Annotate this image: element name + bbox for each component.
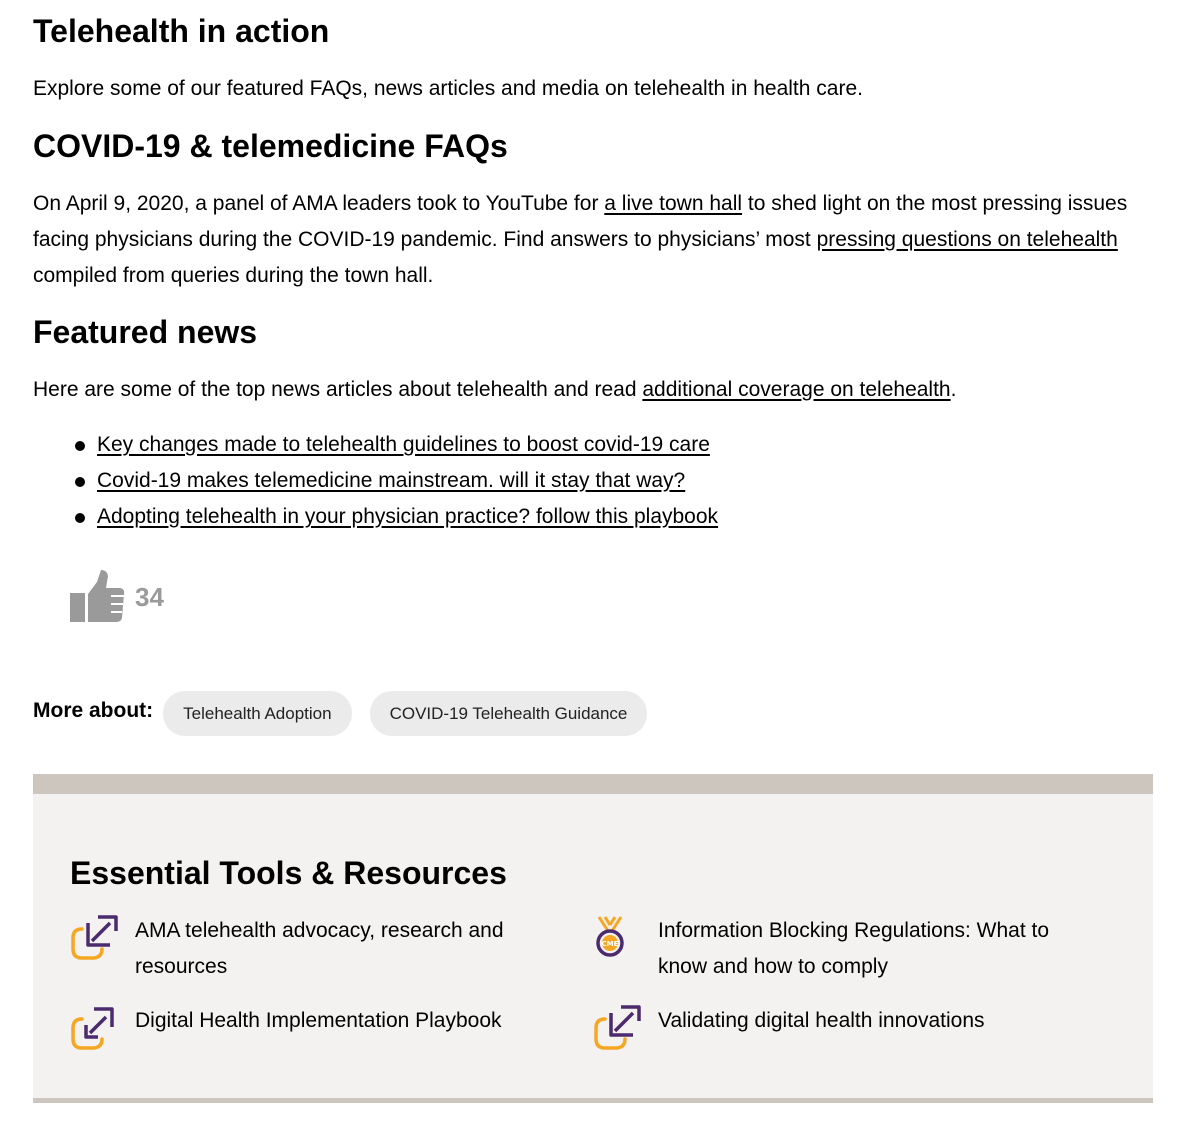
tool-label: AMA telehealth advocacy, research and resources [135,919,504,978]
more-about-label: More about: [33,698,154,722]
intro-paragraph: Explore some of our featured FAQs, news articles and media on telehealth in health care. [33,77,863,100]
section-heading-featured-news: Featured news [33,314,258,350]
covid-paragraph [33,186,1153,294]
section-heading-telehealth: Telehealth in action [33,13,330,49]
section-heading-covid-faqs: COVID-19 & telemedicine FAQs [33,128,508,164]
news-link[interactable]: Key changes made to telehealth guidelines to boost covid-19 care [97,433,710,456]
news-text-1: Here are some of the top news articles about telehealth and read [33,378,643,401]
more-about [33,691,665,736]
tool-label: Validating digital health innovations [658,1009,985,1032]
tools-heading: Essential Tools & Resources [70,855,507,891]
tool-telehealth-advocacy[interactable] [68,913,538,985]
tag-covid-telehealth-guidance[interactable]: COVID-19 Telehealth Guidance [370,691,648,736]
tool-label: Information Blocking Regulations: What to know and how to comply [658,919,1050,978]
tool-digital-health-playbook[interactable] [68,1003,588,1053]
list-item [97,463,1097,499]
pressing-questions-link[interactable]: pressing questions on telehealth [816,228,1118,251]
thumbs-up-icon[interactable] [67,568,125,624]
external-link-icon [68,913,118,963]
covid-text-2: to shed light on the most pressing issues facing physicians during the COVID-19 pandemic. Find answers to physicians’ most [33,192,1128,251]
covid-text-1: On April 9, 2020, a panel of AMA leaders took to YouTube for [33,192,605,215]
external-link-out-icon [68,1003,118,1053]
essential-tools-panel [33,774,1153,1103]
external-link-icon [591,1003,641,1053]
list-item [97,499,1097,535]
list-item [97,427,1097,463]
tool-label: Digital Health Implementation Playbook [135,1009,502,1032]
featured-news-list [55,427,1097,535]
like-widget [67,568,164,624]
cme-badge-text: CME [601,940,619,948]
covid-text-3: compiled from queries during the town hall. [33,264,434,287]
news-link[interactable]: Covid-19 makes telemedicine mainstream. will it stay that way? [97,469,686,492]
tool-information-blocking[interactable] [591,913,1061,985]
news-paragraph [33,372,1153,408]
cme-medal-icon [591,913,641,963]
news-link[interactable]: Adopting telehealth in your physician practice? follow this playbook [97,505,719,528]
news-text-2: . [950,378,957,401]
like-count: 34 [135,581,164,612]
tag-telehealth-adoption[interactable]: Telehealth Adoption [163,691,351,736]
tool-validating-digital-health[interactable] [591,1003,1061,1053]
additional-coverage-link[interactable]: additional coverage on telehealth [642,378,951,401]
live-town-hall-link[interactable]: a live town hall [604,192,743,215]
